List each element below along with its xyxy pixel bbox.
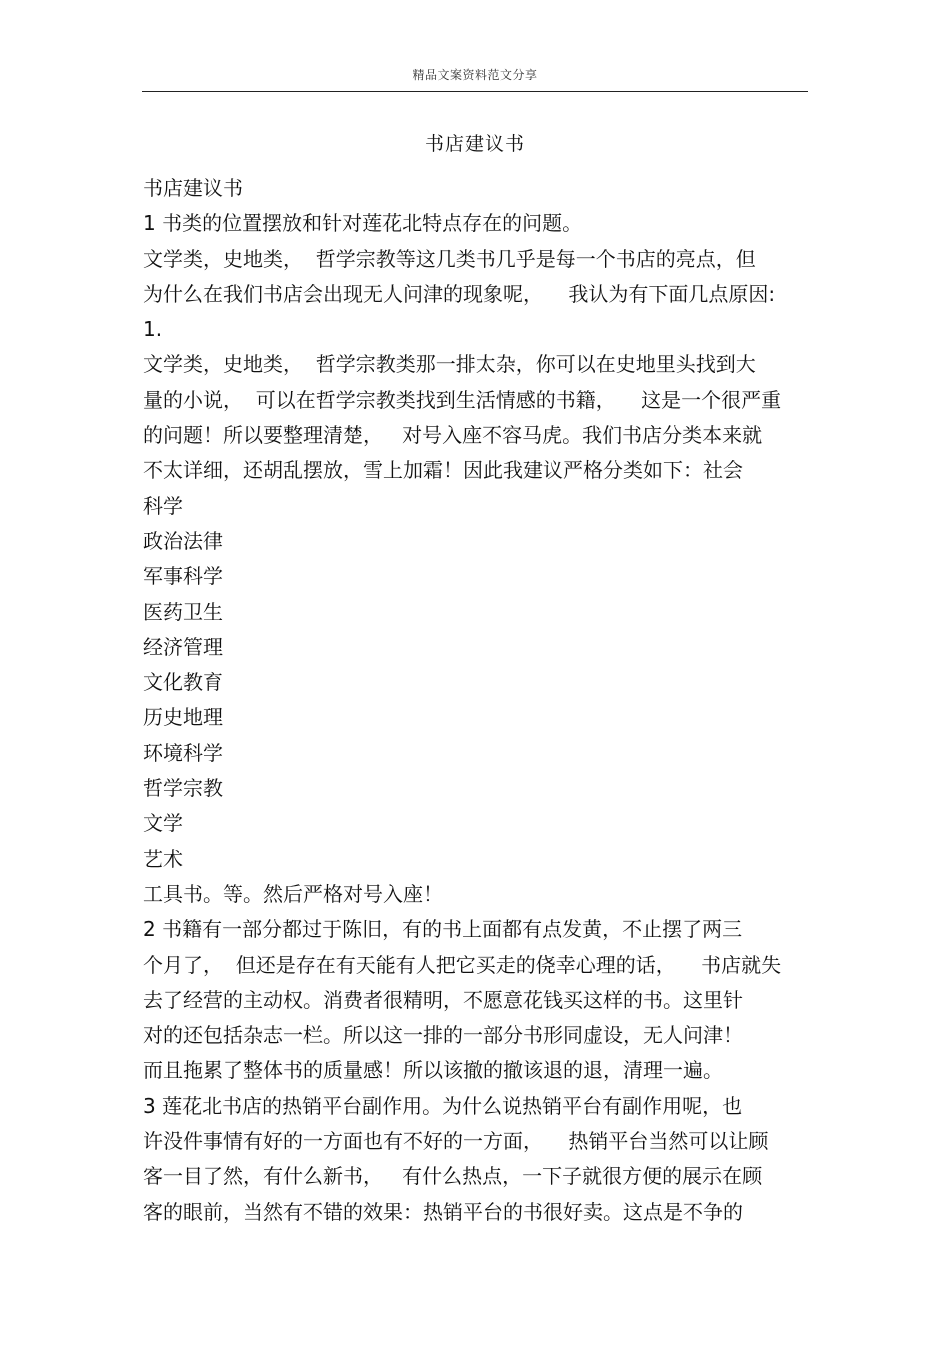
body-line: 文学类，史地类， 哲学宗教类那一排太杂，你可以在史地里头找到大 — [143, 352, 756, 377]
body-line: 的问题！所以要整理清楚， 对号入座不容马虎。我们书店分类本来就 — [143, 423, 763, 448]
body-line: 环境科学 — [143, 740, 223, 765]
body-line: 哲学宗教 — [143, 776, 223, 801]
body-line: 1. — [143, 317, 163, 342]
body-line: 经济管理 — [143, 634, 223, 659]
body-line: 去了经营的主动权。消费者很精明，不愿意花钱买这样的书。这里针 — [143, 987, 743, 1012]
document-title: 书店建议书 — [424, 133, 525, 155]
body-line: 而且拖累了整体书的质量感！所以该撤的撤该退的退，清理一遍。 — [143, 1058, 723, 1083]
body-line: 医药卫生 — [143, 599, 223, 624]
body-line: 工具书。等。然后严格对号入座！ — [143, 881, 443, 906]
body-line: 2 书籍有一部分都过于陈旧，有的书上面都有点发黄，不止摆了两三 — [143, 917, 743, 942]
body-line: 个月了， 但还是存在有天能有人把它买走的侥幸心理的话， 书店就失 — [143, 952, 782, 977]
body-line: 文学 — [143, 811, 183, 836]
document-body — [143, 171, 808, 1230]
body-line: 客一目了然，有什么新书， 有什么热点，一下子就很方便的展示在顾 — [143, 1164, 763, 1189]
body-line: 许没件事情有好的一方面也有不好的一方面， 热销平台当然可以让顾 — [143, 1129, 769, 1154]
body-line: 书店建议书 — [143, 176, 243, 200]
body-line: 历史地理 — [143, 705, 223, 730]
body-line: 文学类，史地类， 哲学宗教等这几类书几乎是每一个书店的亮点，但 — [143, 246, 756, 271]
body-line: 政治法律 — [143, 528, 223, 553]
body-line: 对的还包括杂志一栏。所以这一排的一部分书形同虚设，无人问津！ — [143, 1023, 743, 1048]
body-line: 艺术 — [143, 846, 183, 871]
body-line: 客的眼前，当然有不错的效果：热销平台的书很好卖。这点是不争的 — [143, 1199, 743, 1224]
page-header: 精品文案资料范文分享 — [412, 68, 538, 82]
header-divider — [142, 91, 808, 92]
body-line: 为什么在我们书店会出现无人问津的现象呢， 我认为有下面几点原因: — [143, 281, 776, 306]
body-line: 科学 — [143, 493, 183, 518]
body-line: 不太详细，还胡乱摆放，雪上加霜！因此我建议严格分类如下：社会 — [143, 458, 743, 483]
body-line: 3 莲花北书店的热销平台副作用。为什么说热销平台有副作用呢，也 — [143, 1093, 743, 1118]
body-line: 文化教育 — [143, 670, 223, 695]
body-line: 军事科学 — [143, 564, 223, 589]
body-line: 1 书类的位置摆放和针对莲花北特点存在的问题。 — [143, 211, 583, 236]
body-line: 量的小说， 可以在哲学宗教类找到生活情感的书籍， 这是一个很严重 — [143, 387, 782, 412]
